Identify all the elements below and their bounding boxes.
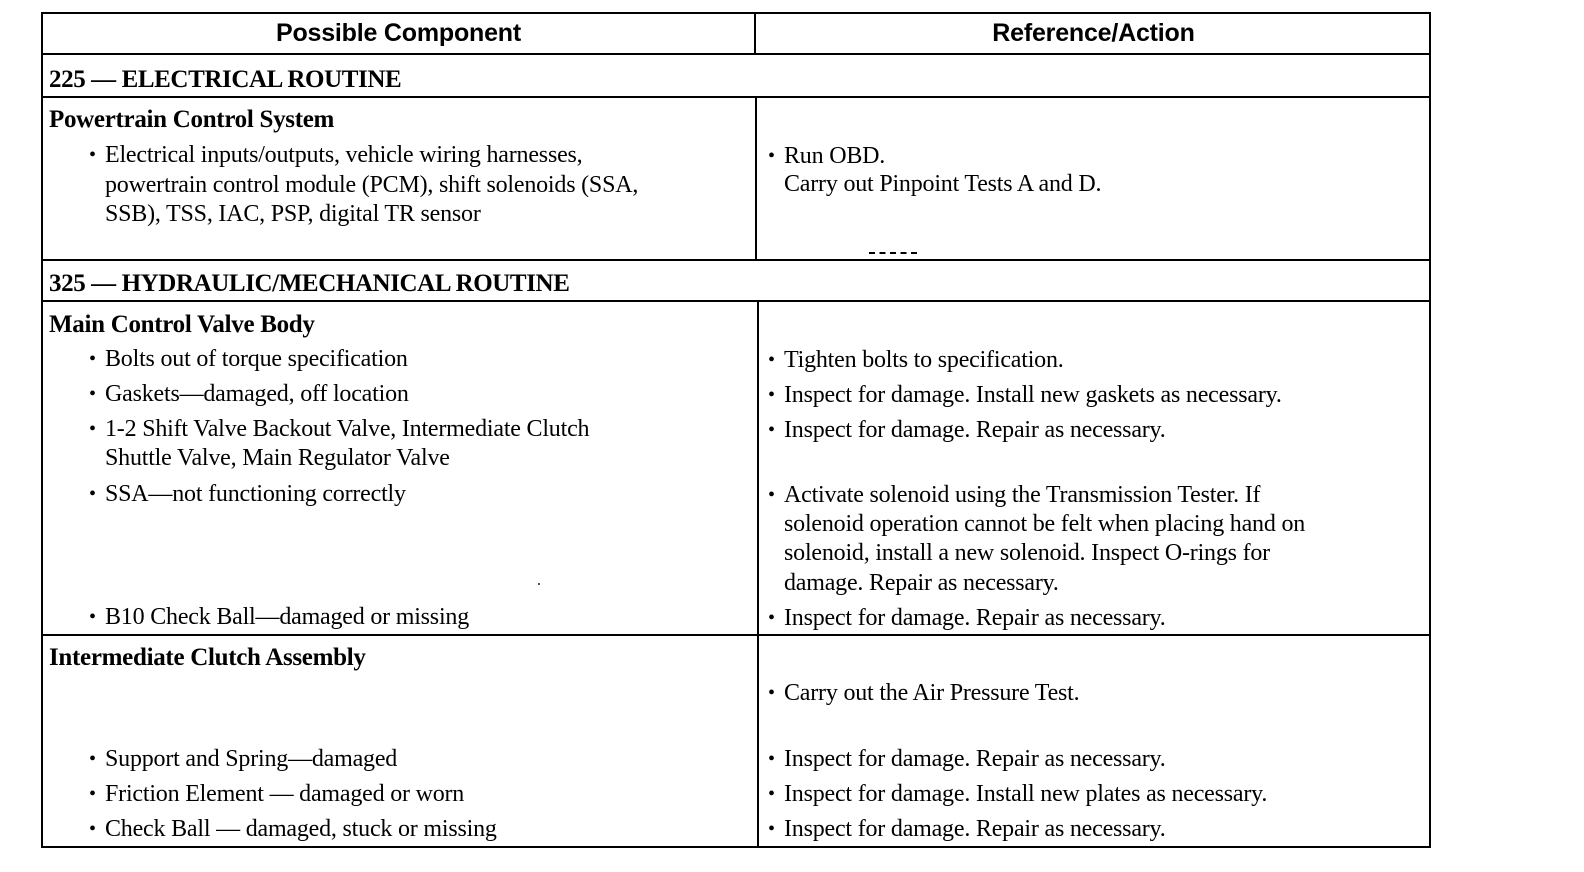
- section-divider: [43, 96, 1429, 98]
- component-item: • 1-2 Shift Valve Backout Valve, Intermediate Clutch: [105, 415, 589, 444]
- component-item: • Check Ball — damaged, stuck or missing: [105, 815, 497, 844]
- component-item-line: powertrain control module (PCM), shift solenoids (SSA,: [105, 172, 639, 198]
- diagnostic-table: [41, 12, 1431, 848]
- component-item: • Electrical inputs/outputs, vehicle wiring harnesses,: [105, 141, 582, 170]
- column-divider: [757, 302, 759, 848]
- component-item: • Support and Spring—damaged: [105, 745, 397, 774]
- component-item-line: Shuttle Valve, Main Regulator Valve: [105, 445, 450, 471]
- action-item-line: solenoid, install a new solenoid. Inspect O-rings for: [784, 540, 1270, 566]
- group-title: Powertrain Control System: [49, 106, 335, 133]
- section-title: 225 — ELECTRICAL ROUTINE: [49, 66, 402, 93]
- action-item: • Inspect for damage. Repair as necessary.: [784, 604, 1166, 633]
- action-item: • Activate solenoid using the Transmission Tester. If: [784, 481, 1260, 510]
- action-item: • Carry out the Air Pressure Test.: [784, 679, 1079, 708]
- action-item: • Inspect for damage. Repair as necessary.: [784, 815, 1166, 844]
- component-item: • SSA—not functioning correctly: [105, 480, 406, 509]
- action-item: • Inspect for damage. Repair as necessary.: [784, 745, 1166, 774]
- component-item: • Friction Element — damaged or worn: [105, 780, 464, 809]
- group-title: Intermediate Clutch Assembly: [49, 644, 366, 671]
- component-item-line: SSB), TSS, IAC, PSP, digital TR sensor: [105, 201, 481, 227]
- section-divider: [43, 300, 1429, 302]
- action-item-line: solenoid operation cannot be felt when placing hand on: [784, 511, 1306, 537]
- section-title: 325 — HYDRAULIC/MECHANICAL ROUTINE: [49, 270, 570, 297]
- component-item: • B10 Check Ball—damaged or missing: [105, 603, 469, 632]
- group-title: Main Control Valve Body: [49, 311, 315, 338]
- action-item: • Inspect for damage. Install new gaskets as necessary.: [784, 381, 1282, 410]
- action-item: • Run OBD.: [784, 142, 885, 171]
- action-item-line: Carry out Pinpoint Tests A and D.: [784, 171, 1102, 197]
- section-divider: [43, 259, 1429, 261]
- action-item: • Tighten bolts to specification.: [784, 346, 1064, 375]
- column-header-action: Reference/Action: [992, 19, 1195, 47]
- group-divider: [43, 634, 1429, 636]
- component-item: • Gaskets—damaged, off location: [105, 380, 409, 409]
- column-header-component: Possible Component: [275, 19, 522, 47]
- dash-marks: [869, 252, 917, 254]
- action-item: • Inspect for damage. Install new plates as necessary.: [784, 780, 1267, 809]
- component-item: • Bolts out of torque specification: [105, 345, 408, 374]
- action-item-line: damage. Repair as necessary.: [784, 570, 1059, 596]
- column-divider: [755, 98, 757, 259]
- scan-speck: [538, 583, 540, 585]
- action-item: • Inspect for damage. Repair as necessary.: [784, 416, 1166, 445]
- header-divider: [43, 53, 1429, 55]
